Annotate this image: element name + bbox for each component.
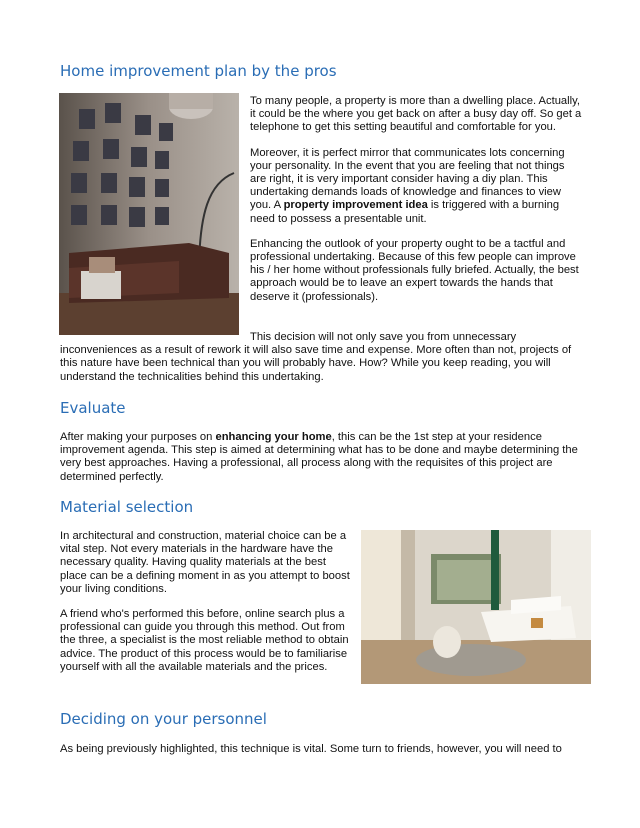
material-text-block [60, 530, 350, 674]
paragraph: Moreover, it is perfect mirror that communicates lots concerning your personality. In the event that you are feeling that not things are right, it is very important consider having a diy plan. This undertaking demands loads of knowledge and finances to view you. A property improvement idea is triggered with a burning need to possess a presentable unit. [250, 146, 565, 225]
paragraph: After making your purposes on enhancing your home, this can be the 1st step at your residence improvement agenda. This step is aimed at determining what has to be done and maybe determining the very best approaches. Having a professional, all process along with the requisites of this project are determined perfectly. [60, 431, 578, 483]
evaluate-text-block [60, 431, 582, 484]
paragraph: In architectural and construction, material choice can be a vital step. Not every materials in the hardware have the necessary quality. Having quality materials at the best place can be a defining moment in as you attempt to boost your living conditions. [60, 530, 350, 595]
heading-material-selection: Material selection [60, 498, 194, 516]
heading-evaluate: Evaluate [60, 399, 126, 417]
paragraph: To many people, a property is more than a dwelling place. Actually, it could be the where you get back on after a busy day off. So get a telephone to get this setting beautiful and comfortable for you. [250, 95, 582, 134]
living-room-photo [59, 93, 239, 335]
paragraph: As being previously highlighted, this technique is vital. Some turn to friends, however, you will need to [60, 743, 562, 755]
interior-room-photo [361, 530, 591, 684]
bold-phrase: property improvement idea [283, 199, 428, 212]
personnel-text-block [60, 743, 590, 756]
heading-home-improvement: Home improvement plan by the pros [60, 62, 337, 80]
paragraph: Enhancing the outlook of your property ought to be a tactful and professional undertaking. Because of this few people can improve his / her home without professionals fully briefed. Actually, the best approach would be to leave an expert towards the hands that deserve it (professionals). [250, 237, 579, 303]
paragraph: A friend who's performed this before, online search plus a professional can guide you through this method. Out from the three, a specialist is the most reliable method to obtain advice. The product of this process would be to familiarise yourself with all the available materials and the prices. [60, 608, 349, 673]
bold-phrase: enhancing your home [215, 431, 332, 443]
intro-text-block [250, 95, 582, 304]
heading-deciding-personnel: Deciding on your personnel [60, 710, 267, 728]
wide-text-block [60, 331, 582, 384]
paragraph: This decision will not only save you from unnecessary inconveniences as a result of rework it will also save time and expense. More often than not, projects of this nature have been technical than you will probably have. How? While you keep reading, you will understand the technicalities behind this undertaking. [60, 331, 572, 383]
